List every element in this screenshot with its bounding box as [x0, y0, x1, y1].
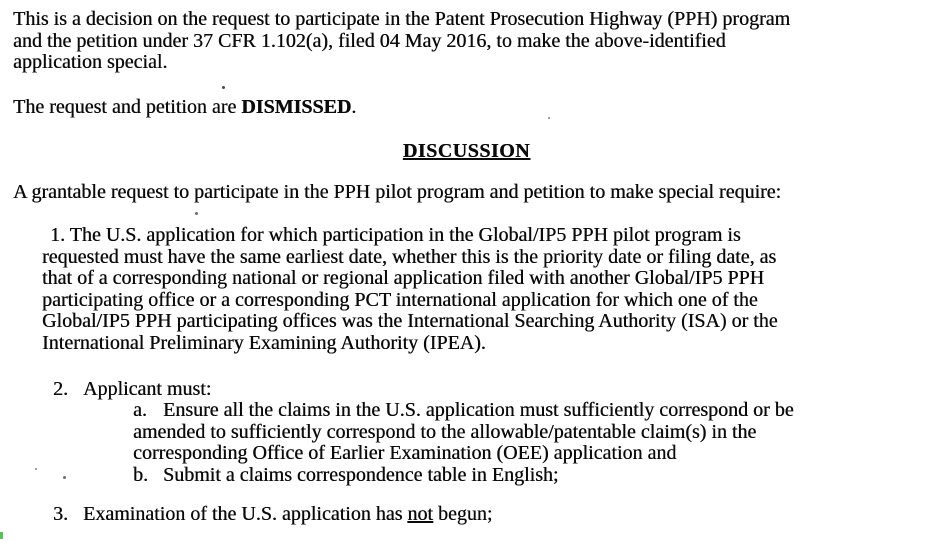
item2a-line-3: corresponding Office of Earlier Examination (OEE) application and [133, 442, 677, 464]
item1-line-5: Global/IP5 PPH participating offices was the International Searching Authority (ISA) or the [42, 310, 778, 332]
scan-speck [548, 117, 550, 119]
item2b-text: Submit a claims correspondence table in English; [163, 463, 559, 486]
requirements-intro: A grantable request to participate in the PPH pilot program and petition to make special require: [13, 181, 782, 203]
item2a-line-2: amended to sufficiently correspond to the allowable/patentable claim(s) in the [133, 420, 757, 443]
item3-underlined-word: not [407, 503, 433, 525]
item2a-marker: a. [133, 399, 147, 421]
discussion-heading: DISCUSSION [402, 140, 531, 162]
item2a-text-1: Ensure all the claims in the U.S. application must sufficiently correspond or be [163, 399, 794, 421]
item2-number: 2. [53, 378, 68, 400]
item3-text-after: begun; [432, 503, 493, 525]
intro-line-1: This is a decision on the request to participate in the Patent Prosecution Highway (PPH) program [13, 8, 791, 30]
item1-line-4: participating office or a corresponding PCT international application for which one of the [42, 288, 758, 311]
item1-line-3: that of a corresponding national or regional application filed with another Global/IP5 PPH [42, 267, 765, 289]
intro-line-3: application special. [13, 51, 168, 73]
decision-text-after: . [351, 96, 357, 118]
item1-line-6: International Preliminary Examining Authority (IPEA). [42, 331, 486, 354]
item1-line-2: requested must have the same earliest date, whether this is the priority date or filing date, as [42, 245, 777, 268]
item1-line-1: 1. The U.S. application for which participation in the Global/IP5 PPH pilot program is [50, 224, 741, 246]
item2a-line-1 [133, 400, 794, 422]
scan-speck [195, 212, 198, 215]
scan-speck [222, 86, 225, 89]
item3-number: 3. [53, 503, 68, 525]
requirement-item-2 [53, 379, 211, 401]
decision-emphasis: DISMISSED [241, 96, 352, 118]
intro-paragraph [13, 9, 790, 74]
decision-sentence [13, 97, 356, 119]
item2b-line [133, 465, 794, 487]
item3-text-before: Examination of the U.S. application has [83, 503, 408, 525]
scan-speck [35, 468, 37, 470]
intro-line-2: and the petition under 37 CFR 1.102(a), filed 04 May 2016, to make the above-identified [13, 29, 726, 52]
item2b-marker: b. [133, 463, 148, 486]
decision-text-before: The request and petition are [13, 96, 242, 118]
item2-subitems [133, 400, 794, 486]
scan-speck-green [0, 532, 3, 539]
scan-speck [63, 476, 66, 479]
requirement-item-3 [53, 504, 492, 526]
item2-text: Applicant must: [83, 378, 212, 400]
requirement-item-1 [42, 225, 778, 354]
